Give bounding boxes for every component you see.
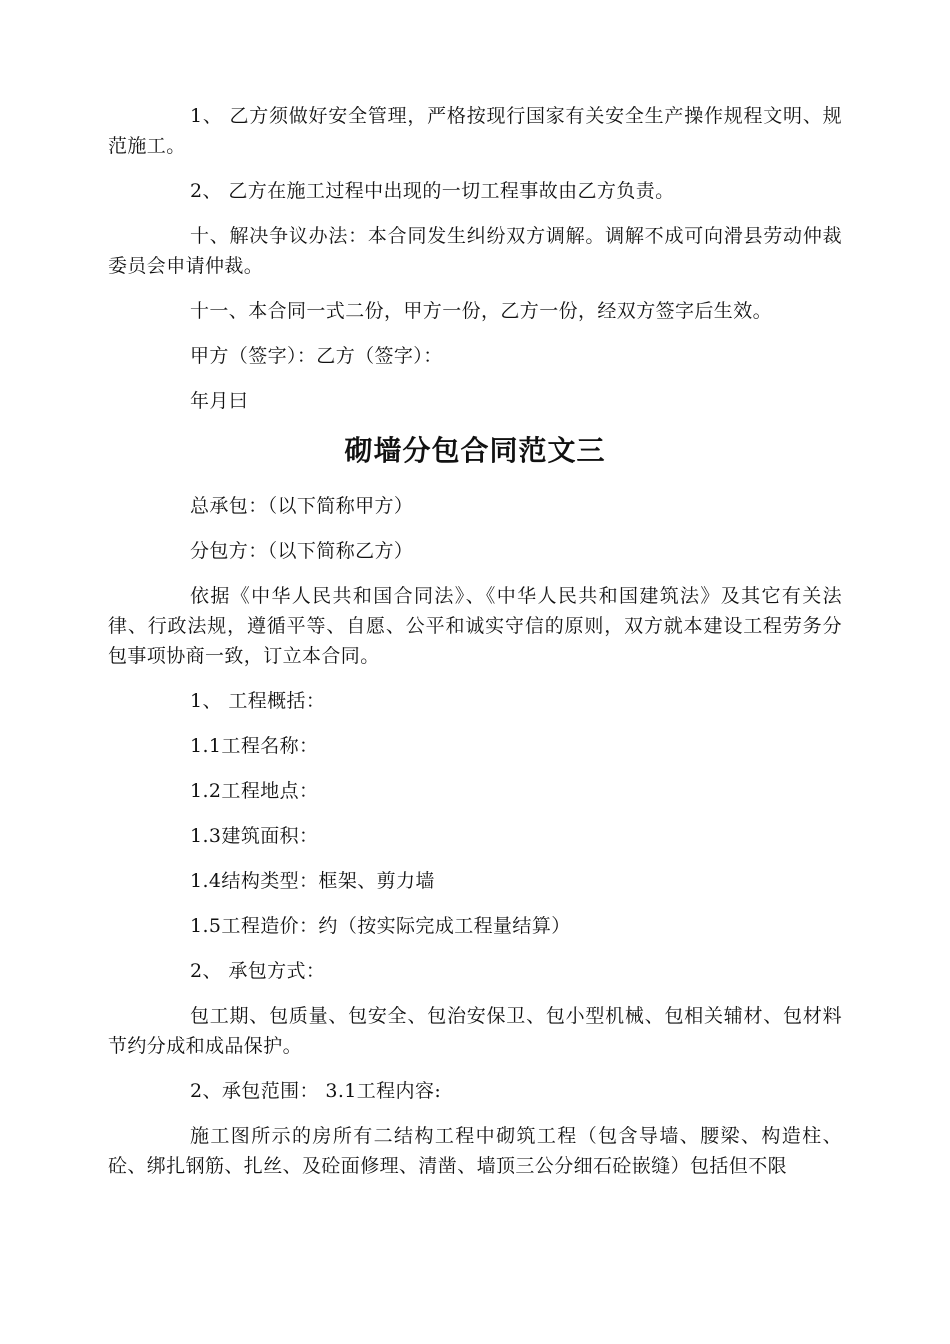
paragraph: 施工图所示的房所有二结构工程中砌筑工程（包含导墙、腰梁、构造柱、砼、绑扎钢筋、扎丝、及砼面修理、清凿、墙顶三公分细石砼嵌缝）包括但不限 xyxy=(108,1125,842,1177)
paragraph: 十一、本合同一式二份，甲方一份，乙方一份，经双方签字后生效。 xyxy=(190,300,773,322)
document-body xyxy=(108,101,842,1196)
paragraph: 包工期、包质量、包安全、包治安保卫、包小型机械、包相关辅材、包材料节约分成和成品保护。 xyxy=(108,1005,842,1057)
paragraph: 总承包：（以下简称甲方） xyxy=(190,495,414,517)
paragraph: 1、 乙方须做好安全管理，严格按现行国家有关安全生产操作规程文明、规范施工。 xyxy=(108,105,842,157)
paragraph: 1.2工程地点： xyxy=(190,780,319,802)
paragraph: 1.4结构类型：框架、剪力墙 xyxy=(190,870,435,892)
paragraph: 1.1工程名称： xyxy=(190,735,319,757)
paragraph: 1.3建筑面积： xyxy=(190,825,319,847)
paragraph: 2、 承包方式： xyxy=(190,960,326,982)
paragraph: 依据《中华人民共和国合同法》、《中华人民共和国建筑法》及其它有关法律、行政法规，遵循平等、自愿、公平和诚实守信的原则，双方就本建设工程劳务分包事项协商一致，订立本合同。 xyxy=(108,585,842,667)
document-title: 砌墙分包合同范文三 xyxy=(344,434,606,467)
paragraph: 1.5工程造价：约（按实际完成工程量结算） xyxy=(190,915,571,937)
paragraph: 1、 工程概括： xyxy=(190,690,326,712)
date-line: 年月曰 xyxy=(190,390,249,412)
paragraph: 十、解决争议办法：本合同发生纠纷双方调解。调解不成可向滑县劳动仲裁委员会申请仲裁。 xyxy=(108,225,842,277)
signature-line: 甲方（签字）：乙方（签字）： xyxy=(190,345,443,367)
paragraph: 分包方：（以下简称乙方） xyxy=(190,540,414,562)
paragraph: 2、 乙方在施工过程中出现的一切工程事故由乙方负责。 xyxy=(190,180,675,202)
paragraph: 2、承包范围： 3.1工程内容: xyxy=(190,1080,442,1102)
